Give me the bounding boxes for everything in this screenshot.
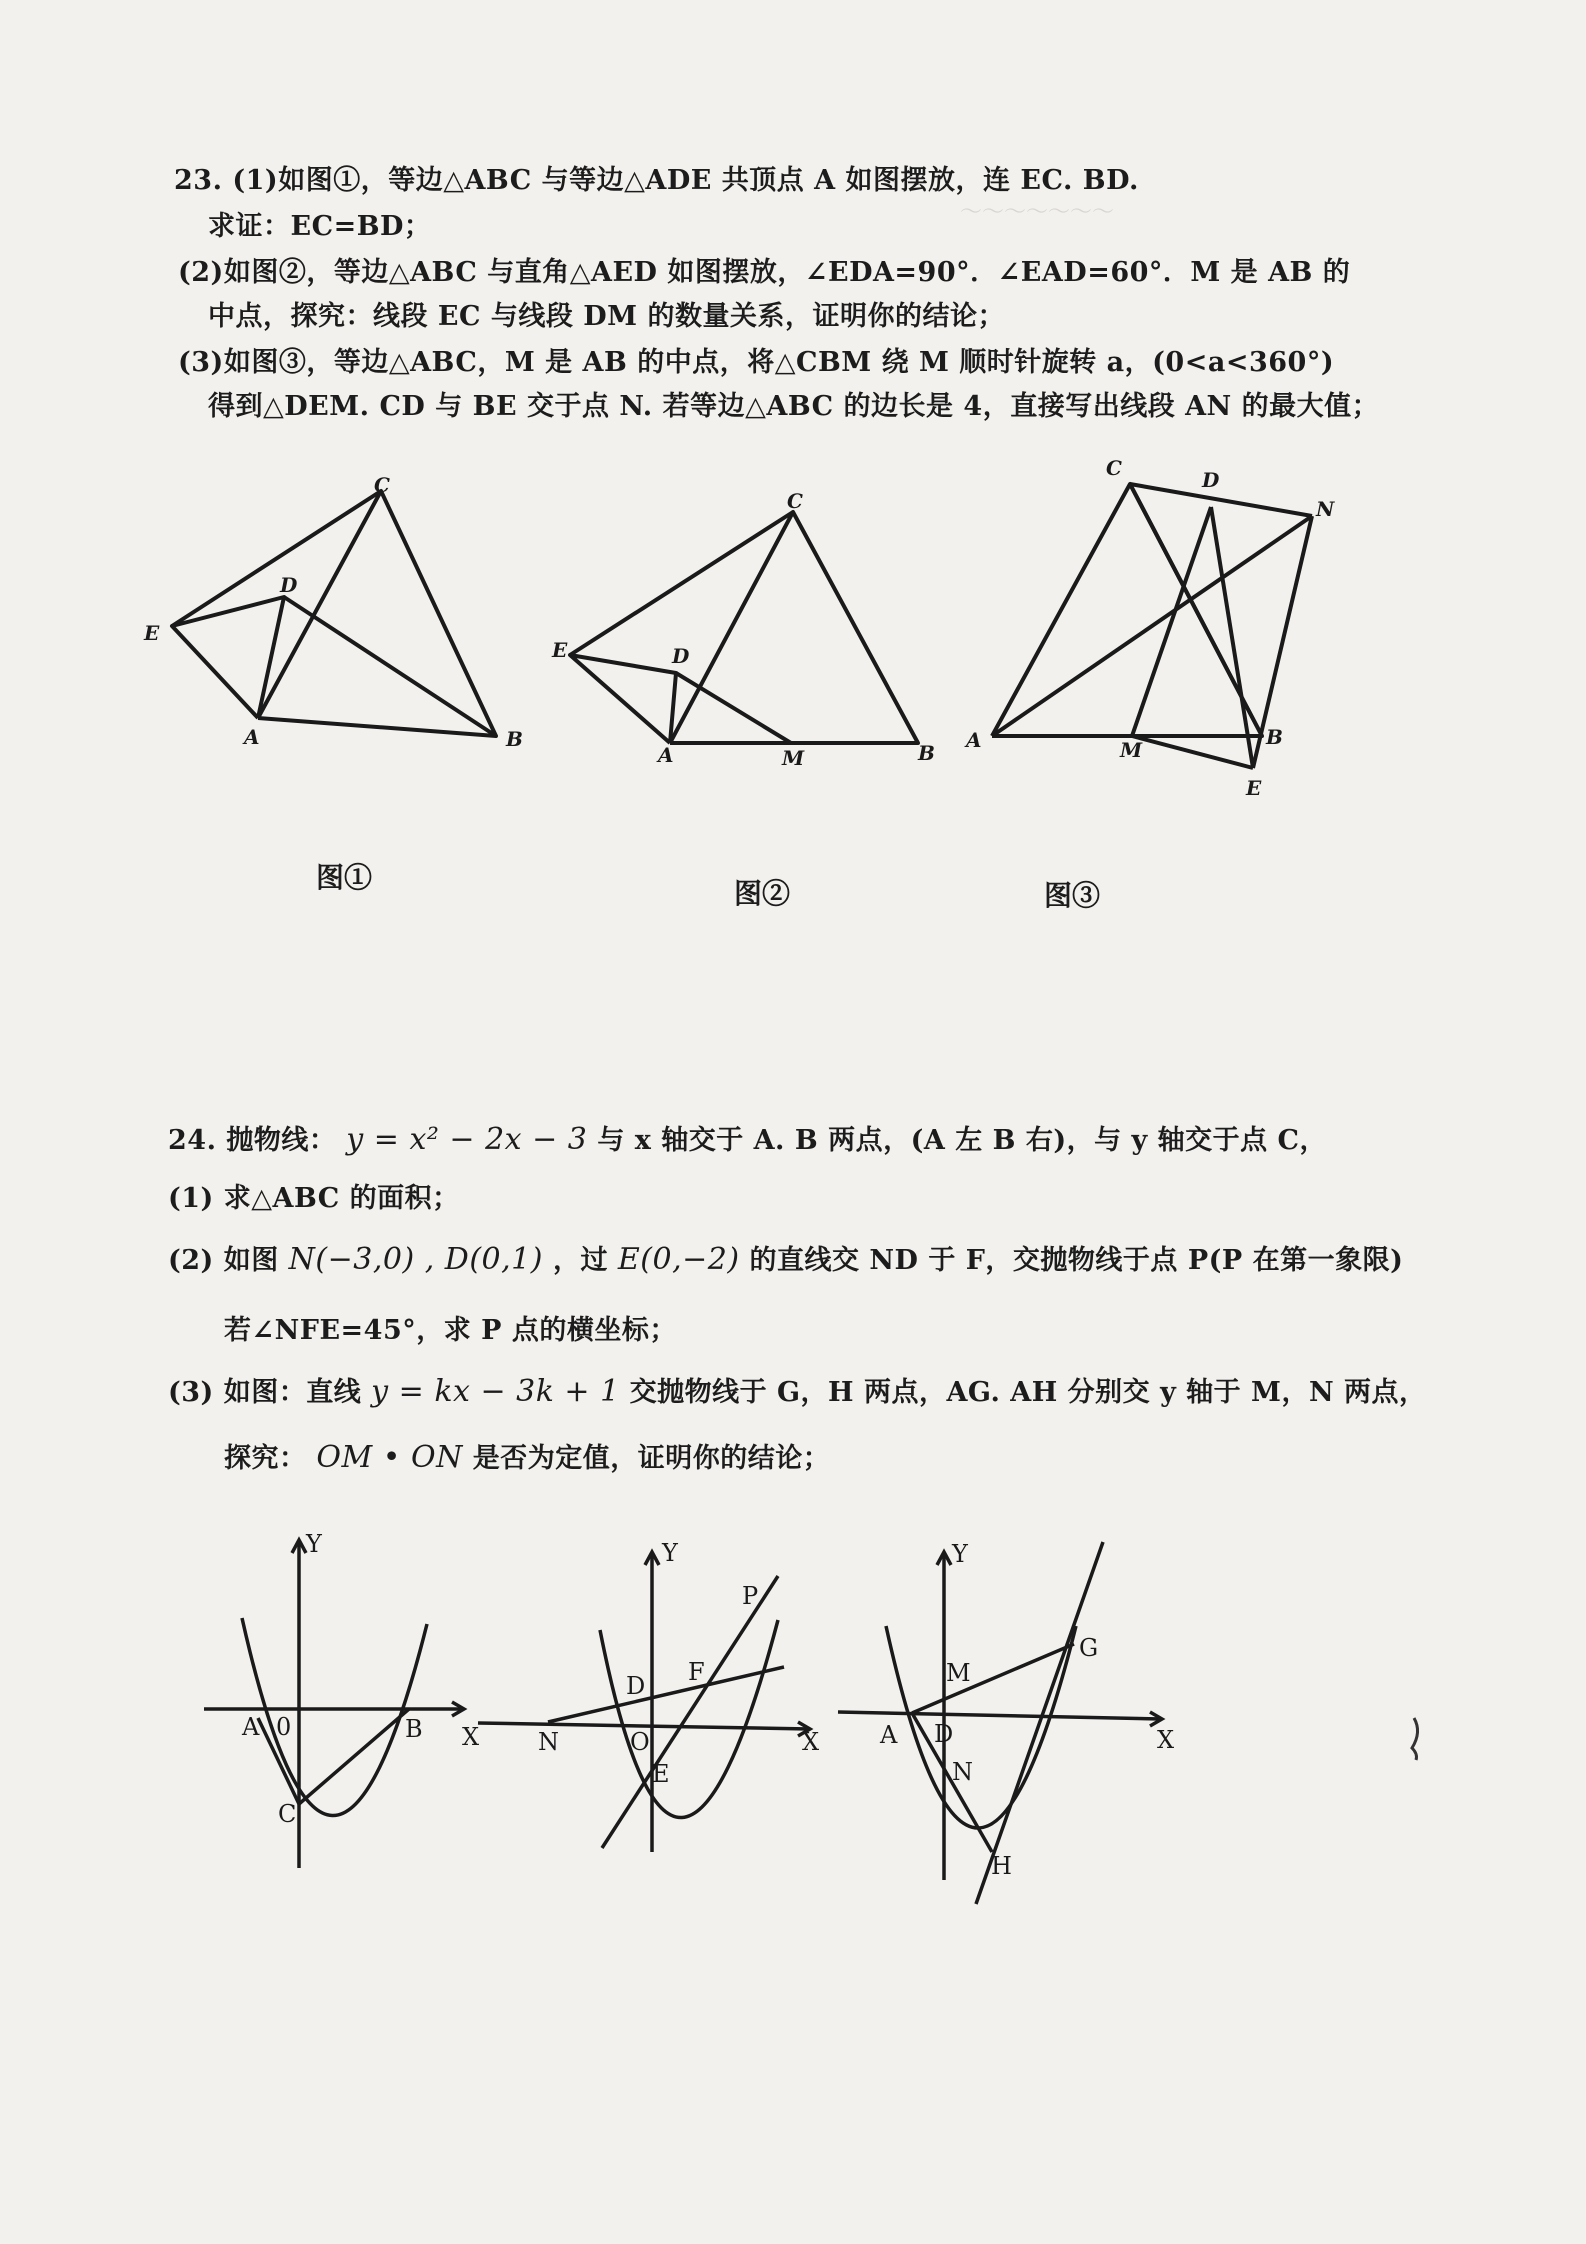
q23-line-2: 求证：EC=BD； (208, 211, 432, 242)
q23-line-6: 得到△DEM. CD 与 BE 交于点 N. 若等边△ABC 的边长是 4，直接写出线段 AN 的最大值； (208, 391, 1380, 422)
g3-label-x: X (1157, 1726, 1175, 1754)
g1-label-b: B (405, 1715, 423, 1743)
g3-label-h: H (991, 1852, 1012, 1880)
g1-label-a: A (242, 1713, 260, 1741)
caption-figure-1: 图① (316, 861, 373, 894)
fig3-label-m: M (1120, 738, 1143, 762)
q24-line-5-prefix: (3) 如图：直线 (168, 1377, 362, 1408)
q23-line-1: 23. (1)如图①，等边△ABC 与等边△ADE 共顶点 A 如图摆放，连 EC. BD. (174, 165, 1139, 196)
fig1-label-b: B (506, 727, 523, 751)
q24-line-6-suffix: 是否为定值，证明你的结论； (472, 1443, 831, 1474)
graph-2 (478, 1552, 810, 1852)
fig2-label-b: B (918, 741, 935, 765)
g3-label-n: N (952, 1758, 973, 1786)
q23-line-5: (3)如图③，等边△ABC，M 是 AB 的中点，将△CBM 绕 M 顺时针旋转 a，(0<a<360°) (178, 347, 1335, 378)
q24-line-1-prefix: 24. 抛物线： (168, 1125, 337, 1156)
bleed-through-text: ～～～～～～～ (960, 200, 1115, 225)
stray-mark (1412, 1718, 1418, 1760)
g2-label-f: F (688, 1658, 705, 1686)
q24-line-5-suffix: 交抛物线于 G，H 两点，AG. AH 分别交 y 轴于 M，N 两点， (629, 1377, 1427, 1408)
graph-1 (204, 1540, 464, 1868)
points-n-d: N(−3,0) , D(0,1) (288, 1242, 553, 1277)
point-e: E(0,−2) (617, 1242, 740, 1277)
fig2-label-m: M (782, 746, 805, 770)
q24-line-4: 若∠NFE=45°，求 P 点的横坐标； (224, 1315, 677, 1346)
fig3-label-n: N (1316, 497, 1335, 521)
g2-label-x: X (802, 1728, 820, 1756)
q24-line-3-mid: ，过 (552, 1245, 608, 1276)
q23-line-3: (2)如图②，等边△ABC 与直角△AED 如图摆放，∠EDA=90°．∠EAD=60°．M 是 AB 的 (178, 257, 1351, 288)
fig3-label-a: A (966, 728, 982, 752)
parabola-equation: y = x² − 2x − 3 (346, 1122, 588, 1157)
g2-label-d: D (626, 1672, 646, 1700)
q23-line-4: 中点，探究：线段 EC 与线段 DM 的数量关系，证明你的结论； (208, 301, 1005, 332)
fig2-label-a: A (658, 743, 674, 767)
g3-label-g: G (1079, 1634, 1099, 1662)
caption-figure-3: 图③ (1044, 879, 1101, 912)
fig2-label-e: E (552, 638, 568, 662)
q24-line-3-prefix: (2) 如图 (168, 1245, 279, 1276)
fig1-label-d: D (280, 573, 298, 597)
q24-line-3-suffix: 的直线交 ND 于 F，交抛物线于点 P(P 在第一象限) (749, 1245, 1404, 1276)
fig1-label-a: A (244, 725, 260, 749)
g1-label-o: 0 (276, 1713, 292, 1741)
line-equation: y = kx − 3k + 1 (371, 1374, 620, 1409)
fig3-label-e: E (1246, 776, 1262, 800)
g3-label-o: D (934, 1720, 954, 1748)
g2-label-e: E (652, 1760, 670, 1788)
g2-label-y: Y (662, 1539, 678, 1567)
g1-label-y: Y (306, 1530, 322, 1558)
q24-line-2: (1) 求△ABC 的面积； (168, 1183, 460, 1214)
g2-label-p: P (742, 1582, 759, 1610)
q24-line-6-prefix: 探究： (224, 1443, 307, 1474)
g3-label-y: Y (952, 1540, 968, 1568)
g2-label-o: O (630, 1728, 650, 1756)
fig3-label-d: D (1202, 468, 1220, 492)
g3-label-m: M (946, 1659, 971, 1687)
fig1-label-c: C (374, 473, 390, 497)
fig2-label-d: D (672, 644, 690, 668)
fig3-label-b: B (1266, 725, 1283, 749)
fig1-label-e: E (144, 621, 160, 645)
caption-figure-2: 图② (734, 877, 791, 910)
g3-label-a: A (880, 1721, 898, 1749)
g1-label-c: C (278, 1800, 297, 1828)
om-on-product: OM • ON (316, 1440, 463, 1475)
g1-label-x: X (462, 1723, 480, 1751)
q24-line-1-suffix: 与 x 轴交于 A. B 两点，(A 左 B 右)，与 y 轴交于点 C， (597, 1125, 1327, 1156)
fig2-label-c: C (787, 489, 803, 513)
fig3-label-c: C (1106, 456, 1122, 480)
g2-label-n: N (538, 1728, 559, 1756)
